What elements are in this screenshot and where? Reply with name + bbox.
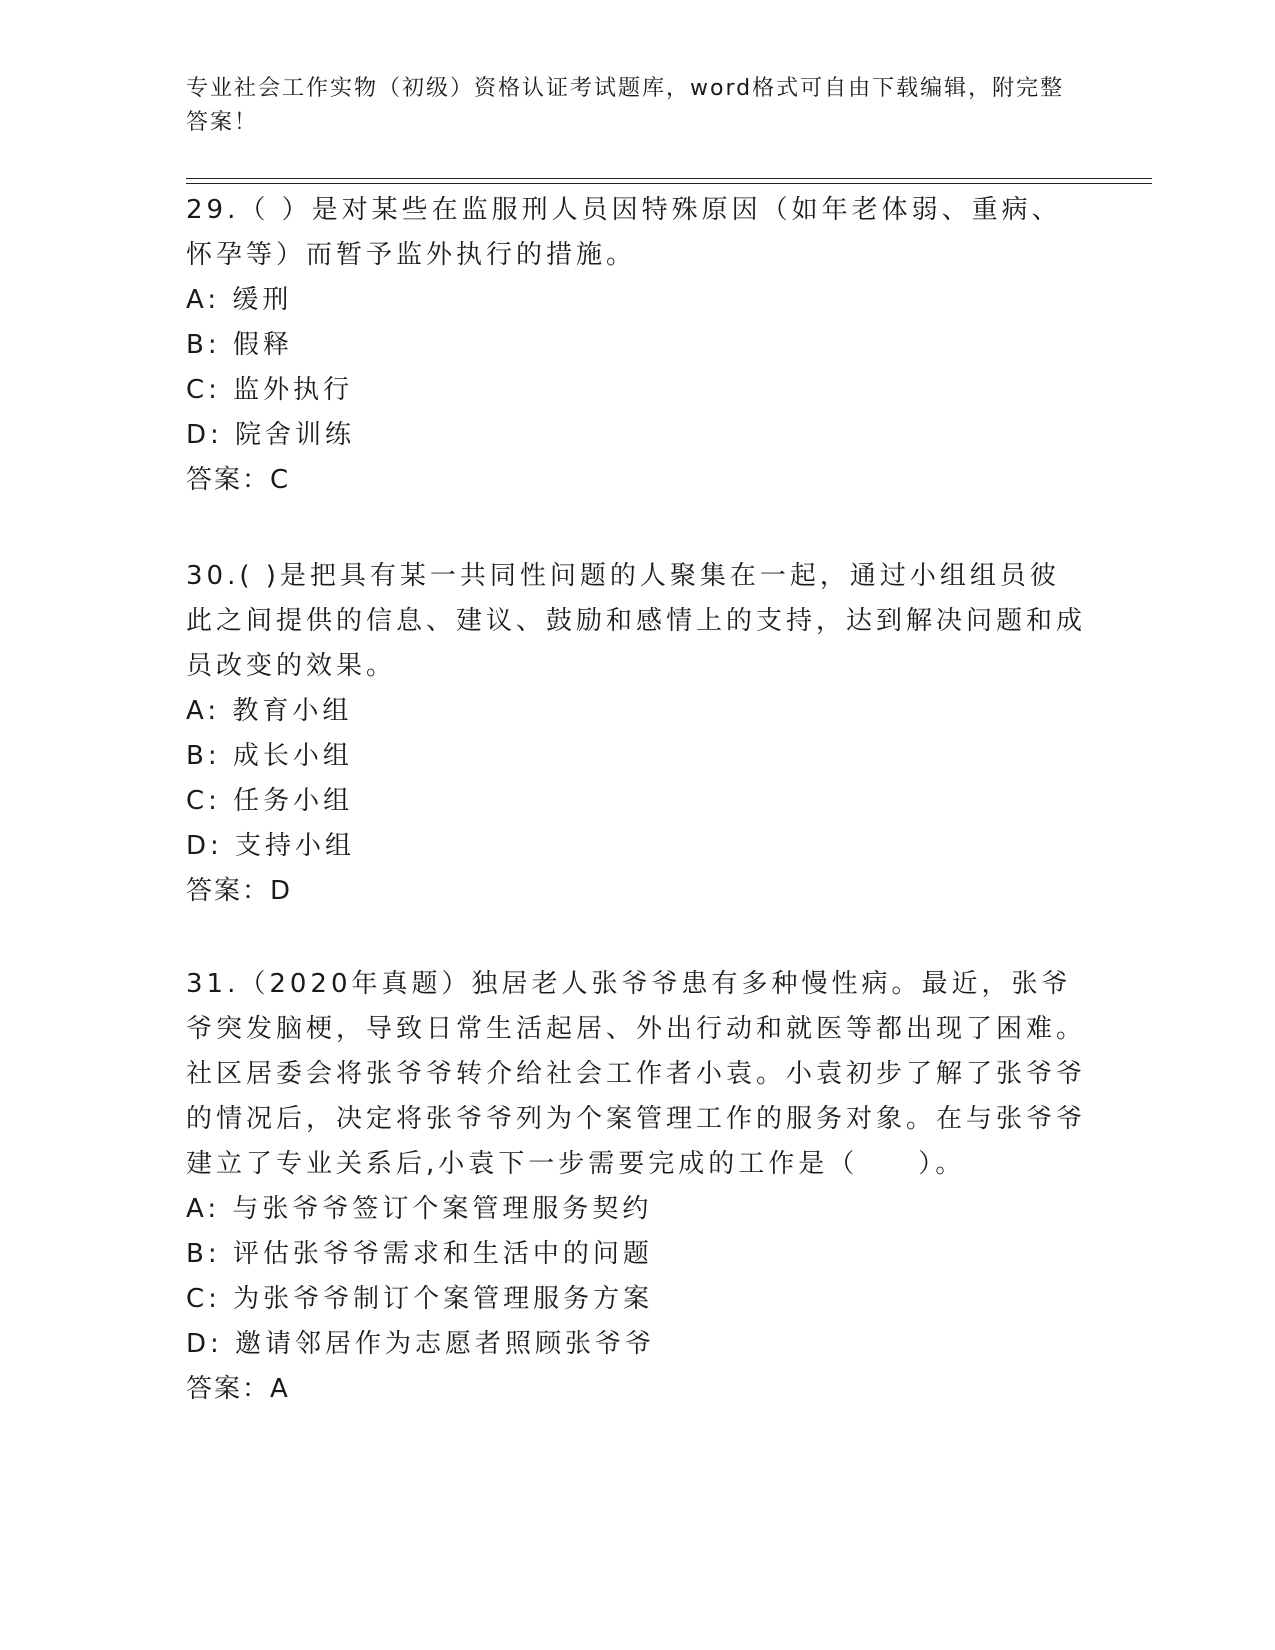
option-b: B: 评估张爷爷需求和生活中的问题 [186, 1239, 653, 1269]
answer: 答案：D [186, 876, 293, 906]
question-31 [186, 962, 1086, 1412]
option-c: C: 为张爷爷制订个案管理服务方案 [186, 1284, 654, 1314]
option-d: D: 院舍训练 [186, 420, 356, 450]
option-c: C: 任务小组 [186, 786, 354, 816]
option-d: D: 邀请邻居作为志愿者照顾张爷爷 [186, 1329, 656, 1359]
question-29 [186, 188, 1086, 503]
page-header [186, 72, 1066, 140]
option-a: A: 教育小组 [186, 696, 353, 726]
option-d: D: 支持小组 [186, 831, 356, 861]
option-a: A: 与张爷爷签订个案管理服务契约 [186, 1194, 653, 1224]
option-b: B: 成长小组 [186, 741, 353, 771]
question-stem: 30.( )是把具有某一共同性问题的人聚集在一起，通过小组组员彼此之间提供的信息、建议、鼓励和感情上的支持，达到解决问题和成员改变的效果。 [186, 561, 1087, 681]
question-stem: 29.（ ）是对某些在监服刑人员因特殊原因（如年老体弱、重病、怀孕等）而暂予监外执行的措施。 [186, 195, 1062, 270]
question-stem: 31.（2020年真题）独居老人张爷爷患有多种慢性病。最近，张爷爷突发脑梗，导致日常生活起居、外出行动和就医等都出现了困难。社区居委会将张爷爷转介给社会工作者小袁。小袁初步了解了张爷爷的情况后，决定将张爷爷列为个案管理工作的服务对象。在与张爷爷建立了专业关系后,小袁下一步需要完成的工作是（ ）。 [186, 969, 1087, 1179]
option-c: C: 监外执行 [186, 375, 354, 405]
answer: 答案：A [186, 1374, 290, 1404]
header-text: 专业社会工作实物（初级）资格认证考试题库，word格式可自由下载编辑，附完整答案！ [186, 76, 1065, 135]
answer: 答案：C [186, 465, 291, 495]
question-30 [186, 554, 1086, 914]
option-b: B: 假释 [186, 330, 293, 360]
option-a: A: 缓刑 [186, 285, 293, 315]
header-rule-top [186, 178, 1152, 179]
header-rule-bottom [186, 183, 1152, 184]
